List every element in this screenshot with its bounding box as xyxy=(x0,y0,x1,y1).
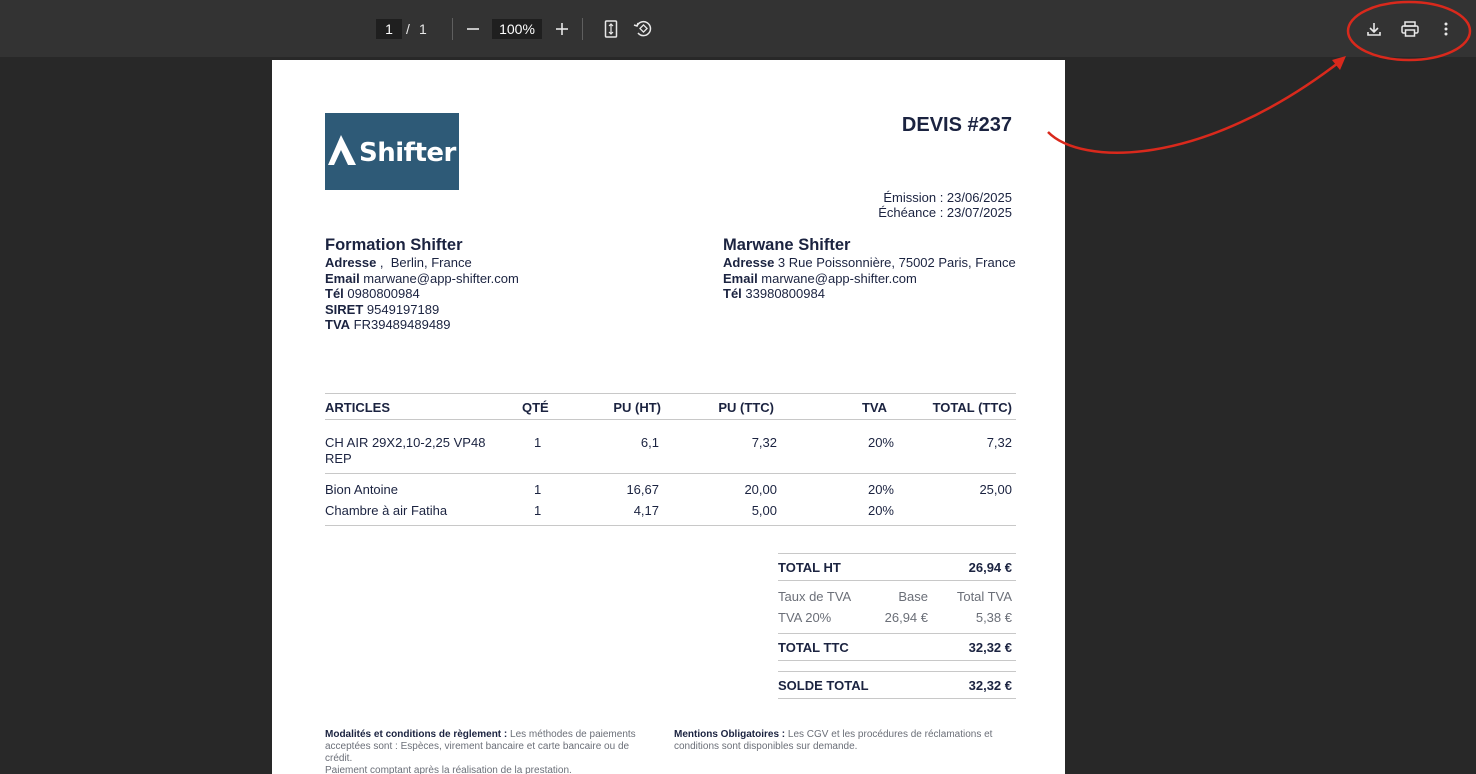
solde-total-label: SOLDE TOTAL xyxy=(778,678,869,693)
cell-tva: 20% xyxy=(867,435,894,450)
cell-tva: 20% xyxy=(867,482,894,497)
cell-qte: 1 xyxy=(534,482,542,497)
cell-pu-ttc: 7,32 xyxy=(751,435,777,450)
cell-tva: 20% xyxy=(867,503,894,518)
cell-qte: 1 xyxy=(534,503,542,518)
seller-tel-label: Tél xyxy=(325,286,344,301)
logo-text: Shifter xyxy=(359,138,456,168)
seller-tel: 0980800984 xyxy=(343,286,420,301)
column-header-qte: QTÉ xyxy=(522,400,549,415)
column-header-tva: TVA xyxy=(861,400,887,415)
cell-qte: 1 xyxy=(534,435,542,450)
client-address-label: Adresse xyxy=(723,255,775,270)
page-total: 1 xyxy=(419,21,427,37)
zoom-level-input[interactable]: 100% xyxy=(492,19,542,39)
total-ht-value: 26,94 € xyxy=(968,560,1012,575)
cell-pu-ht: 4,17 xyxy=(633,503,659,518)
total-ttc-value: 32,32 € xyxy=(968,640,1012,655)
client-name: Marwane Shifter xyxy=(723,236,851,254)
column-header-pu-ttc: PU (TTC) xyxy=(718,400,774,415)
legal-mentions-text: Les CGV et les procédures de réclamations et conditions sont disponibles sur demande. xyxy=(674,729,993,752)
total-ht-label: TOTAL HT xyxy=(778,560,841,575)
total-tva-label: Total TVA xyxy=(956,589,1012,604)
seller-siret-label: SIRET xyxy=(325,301,364,317)
annotation-arrowhead xyxy=(1332,56,1346,70)
seller-address: , Berlin, France xyxy=(376,255,472,270)
cell-article: CH AIR 29X2,10-2,25 VP48 REP xyxy=(325,435,486,466)
seller-siret: 9549197189 xyxy=(363,301,440,317)
client-tel: 33980800984 xyxy=(741,286,825,301)
tva-amount: 5,38 € xyxy=(975,610,1012,625)
annotation-arrow xyxy=(1048,60,1342,153)
solde-total-value: 32,32 € xyxy=(968,678,1012,693)
cell-total: 25,00 xyxy=(979,482,1012,497)
seller-name: Formation Shifter xyxy=(325,236,463,254)
seller-tva-label: TVA xyxy=(325,317,351,332)
document-title: DEVIS #237 xyxy=(901,114,1012,136)
seller-email: marwane@app-shifter.com xyxy=(359,270,519,286)
tva-base: 26,94 € xyxy=(884,610,928,625)
seller-tva: FR39489489489 xyxy=(350,317,451,332)
cell-total: 7,32 xyxy=(986,435,1012,450)
legal-mentions-label: Mentions Obligatoires : xyxy=(674,729,786,740)
annotation-circle xyxy=(1348,2,1470,60)
emission-date: Émission : 23/06/2025 xyxy=(883,190,1012,205)
payment-terms-text-2: Paiement comptant après la réalisation de la prestation. xyxy=(325,765,572,774)
payment-terms-label: Modalités et conditions de règlement : xyxy=(325,729,508,740)
seller-email-label: Email xyxy=(325,270,360,286)
cell-pu-ht: 16,67 xyxy=(626,482,659,497)
cell-article: Bion Antoine xyxy=(325,482,399,497)
client-address: 3 Rue Poissonnière, 75002 Paris, France xyxy=(774,255,1016,270)
column-header-pu-ht: PU (HT) xyxy=(613,400,661,415)
base-label: Base xyxy=(898,589,928,604)
total-ttc-label: TOTAL TTC xyxy=(778,640,849,655)
page-number-input[interactable]: 1 xyxy=(376,19,402,39)
payment-terms-text: Les méthodes de paiements acceptées sont : Espèces, virement bancaire et carte bancaire ou de crédit. xyxy=(325,729,636,764)
tva-rate: TVA 20% xyxy=(778,610,832,625)
page-separator: / xyxy=(406,21,410,37)
cell-pu-ttc: 20,00 xyxy=(744,482,777,497)
client-email-label: Email xyxy=(723,270,758,286)
client-email: marwane@app-shifter.com xyxy=(757,270,917,286)
column-header-articles: ARTICLES xyxy=(325,400,390,415)
cell-pu-ttc: 5,00 xyxy=(751,503,777,518)
cell-article: Chambre à air Fatiha xyxy=(325,503,448,518)
seller-address-label: Adresse xyxy=(325,255,377,270)
cell-pu-ht: 6,1 xyxy=(640,435,659,450)
column-header-total-ttc: TOTAL (TTC) xyxy=(932,400,1012,415)
client-tel-label: Tél xyxy=(723,286,742,301)
taux-tva-label: Taux de TVA xyxy=(778,589,852,604)
echeance-date: Échéance : 23/07/2025 xyxy=(878,205,1012,220)
